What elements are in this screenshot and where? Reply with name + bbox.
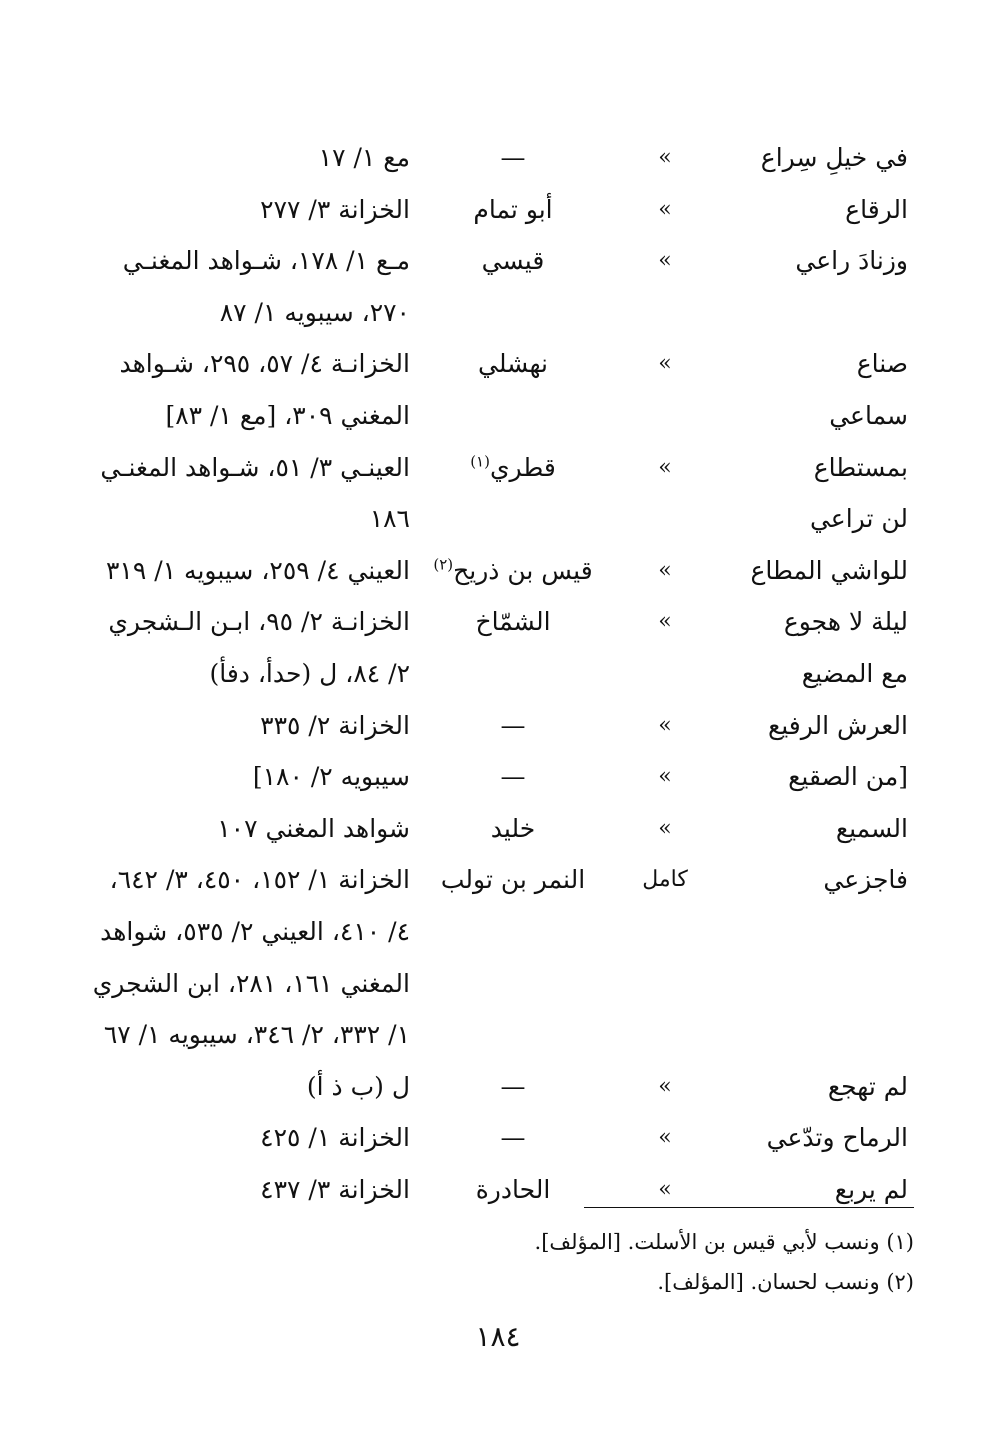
meter: »: [658, 145, 672, 170]
poet: —: [500, 143, 526, 172]
source-reference: الخزانة ٣/ ٢٧٧: [260, 194, 410, 224]
source-reference: المغني ٣٠٩، [مع ١/ ٨٣]: [165, 401, 410, 430]
source-reference: الخزانة ١/ ٤٢٥: [260, 1123, 410, 1153]
source-reference: الخزانة ٢/ ٣٣٥: [260, 710, 410, 740]
verse-ending: مع المضيع: [801, 659, 908, 688]
source-reference: ٤/ ٤١٠، العيني ٢/ ٥٣٥، شواهد: [100, 917, 410, 946]
table-row: [0, 338, 996, 390]
source-reference: ل (ب ذ أ): [306, 1071, 410, 1101]
meter: [610, 958, 720, 1010]
table-row: [0, 648, 996, 700]
source-reference: ٢٧٠، سيبويه ١/ ٨٧: [219, 297, 410, 327]
meter: [610, 1009, 720, 1061]
poet: —: [500, 710, 526, 740]
table-row: [0, 132, 996, 184]
verse-ending: لم يربع: [834, 1175, 908, 1204]
meter: »: [658, 1177, 672, 1202]
poet: [418, 1009, 608, 1061]
poet: [418, 287, 608, 339]
table-row: [0, 854, 996, 906]
table-row: [0, 1061, 996, 1113]
meter: »: [658, 609, 672, 635]
verse-ending: صناع: [856, 349, 908, 379]
source-reference: العينـي ٣/ ٥١، شـواهد المغنـي: [100, 452, 410, 482]
source-reference: ٢/ ٨٤، ل (حدأ، دفأ): [209, 659, 410, 688]
verse-ending: بمستطاع: [813, 452, 908, 482]
poet: [418, 493, 608, 545]
poet: —: [500, 762, 526, 792]
table-row: [0, 390, 996, 442]
poet: [418, 906, 608, 958]
meter: [610, 493, 720, 545]
table-row: [0, 184, 996, 236]
poet: [418, 390, 608, 442]
table-row: [0, 1164, 996, 1216]
verse-ending: لن تراعي: [809, 504, 908, 534]
table-row: [0, 442, 996, 494]
verse-ending: السميع: [835, 813, 908, 843]
meter: كامل: [642, 867, 688, 893]
meter: »: [658, 764, 672, 790]
table-row: [0, 1009, 996, 1061]
meter: »: [658, 351, 672, 377]
poet: [418, 648, 608, 700]
poet: —: [500, 1123, 526, 1153]
meter: [610, 390, 720, 442]
table-row: [0, 545, 996, 597]
source-reference: الخزانـة ٤/ ٥٧، ٢٩٥، شـواهد: [119, 349, 410, 379]
footnote-1: (١) ونسب لأبي قيس بن الأسلت. [المؤلف].: [534, 1230, 914, 1254]
poet: [418, 545, 608, 597]
table-row: [0, 700, 996, 752]
table-row: [0, 803, 996, 855]
table-row: [0, 1112, 996, 1164]
table-row: [0, 958, 996, 1010]
meter: »: [658, 1125, 672, 1151]
verse-ending: في خيلِ سِراع: [760, 143, 908, 172]
source-reference: العيني ٤/ ٢٥٩، سيبويه ١/ ٣١٩: [106, 555, 410, 585]
table-row: [0, 235, 996, 287]
poet: —: [500, 1071, 526, 1101]
verse-ending: الرماح وتدّعي: [766, 1123, 908, 1153]
source-reference: المغني ١٦١، ٢٨١، ابن الشجري: [92, 968, 410, 998]
poet: نهشلي: [478, 349, 548, 379]
poet: النمر بن تولب: [440, 865, 586, 895]
poet: الشمّاخ: [475, 607, 551, 637]
meter: »: [658, 248, 672, 274]
poet: [418, 958, 608, 1010]
table-row: [0, 596, 996, 648]
source-reference: مع ١/ ١٧: [318, 143, 410, 172]
page-number: ١٨٤: [475, 1320, 521, 1353]
meter: »: [658, 712, 672, 738]
verse-ending: الرقاع: [845, 194, 908, 224]
verse-ending: العرش الرفيع: [767, 710, 908, 740]
table-row: [0, 493, 996, 545]
meter: [610, 648, 720, 700]
verse-ending: وزنادَ راعي: [795, 246, 908, 276]
meter: »: [658, 1073, 672, 1099]
footnote-marker: (١): [470, 452, 490, 471]
meter: »: [658, 815, 672, 841]
table-row: [0, 751, 996, 803]
verse-ending: للواشي المطاع: [750, 555, 908, 585]
poet-name: قطري: [489, 452, 556, 482]
poet: قيسي: [481, 246, 545, 276]
poet: خليد: [490, 813, 536, 843]
meter: »: [658, 557, 672, 583]
verse-ending: [من الصقيع: [788, 762, 908, 792]
meter: [610, 287, 720, 339]
verse-ending: فاجزعي: [823, 865, 908, 895]
source-reference: ١٨٦: [369, 504, 410, 534]
table-row: [0, 287, 996, 339]
meter: [610, 906, 720, 958]
verse-ending: لم تهجع: [827, 1071, 908, 1101]
source-reference: شواهد المغني ١٠٧: [217, 813, 410, 843]
source-reference: الخزانة ٣/ ٤٣٧: [260, 1175, 410, 1204]
poet: أبو تمام: [473, 194, 553, 224]
footnote-2: (٢) ونسب لحسان. [المؤلف].: [657, 1270, 914, 1294]
table-row: [0, 906, 996, 958]
footnote-divider: [584, 1207, 914, 1208]
source-reference: ١/ ٣٣٢، ٢/ ٣٤٦، سيبويه ١/ ٦٧: [103, 1020, 410, 1050]
poet-name: قيس بن ذريح: [453, 555, 593, 585]
meter: »: [658, 196, 672, 222]
poet: [418, 442, 608, 494]
meter: »: [658, 454, 672, 480]
poet: الحادرة: [475, 1175, 551, 1204]
source-reference: الخزانة ١/ ١٥٢، ٤٥٠، ٣/ ٦٤٢،: [109, 865, 410, 895]
footnote-marker: (٢): [433, 555, 454, 574]
source-reference: مـع ١/ ١٧٨، شـواهد المغنـي: [122, 246, 410, 276]
verse-ending: سماعي: [829, 401, 908, 430]
source-reference: سيبويه ٢/ ١٨٠]: [252, 762, 410, 792]
source-reference: الخزانـة ٢/ ٩٥، ابـن الـشجري: [108, 607, 410, 637]
verse-ending: ليلة لا هجوع: [783, 607, 908, 637]
